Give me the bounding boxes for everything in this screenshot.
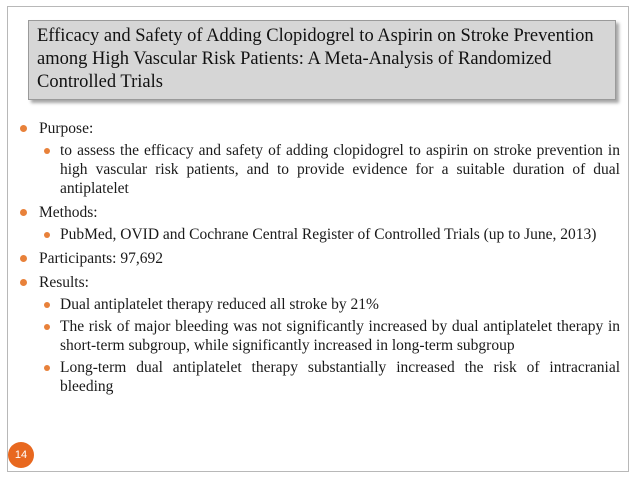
list-item bbox=[39, 295, 620, 314]
sub-bullet-icon bbox=[44, 148, 50, 154]
sub-bullet-list bbox=[39, 141, 620, 198]
sub-bullet-list bbox=[39, 295, 620, 396]
section-purpose bbox=[14, 119, 620, 198]
section-participants bbox=[14, 249, 620, 268]
section-heading: Participants: 97,692 bbox=[39, 250, 163, 267]
section-heading: Methods: bbox=[39, 204, 98, 221]
slide-title: Efficacy and Safety of Adding Clopidogrel to Aspirin on Stroke Prevention among High Vascular Risk Patients: A Meta-Analysis of Randomized Controlled Trials bbox=[37, 26, 594, 92]
sub-bullet-list bbox=[39, 225, 620, 244]
list-item-text: Long-term dual antiplatelet therapy substantially increased the risk of intracranial bleeding bbox=[60, 359, 620, 395]
list-item-text: PubMed, OVID and Cochrane Central Register of Controlled Trials (up to June, 2013) bbox=[60, 226, 597, 243]
bullet-list bbox=[14, 119, 620, 396]
slide-content bbox=[14, 119, 620, 401]
bullet-icon bbox=[20, 125, 27, 132]
section-heading: Purpose: bbox=[39, 120, 94, 137]
bullet-icon bbox=[20, 279, 27, 286]
section-results bbox=[14, 273, 620, 396]
sub-bullet-icon bbox=[44, 302, 50, 308]
list-item bbox=[39, 317, 620, 355]
page-number-badge: 14 bbox=[8, 442, 34, 468]
list-item-text: Dual antiplatelet therapy reduced all stroke by 21% bbox=[60, 296, 379, 313]
section-methods bbox=[14, 203, 620, 244]
list-item-text: to assess the efficacy and safety of adding clopidogrel to aspirin on stroke prevention in high vascular risk patients, and to provide evidence for a suitable duration of dual antiplatelet bbox=[60, 142, 620, 197]
list-item bbox=[39, 141, 620, 198]
bullet-icon bbox=[20, 209, 27, 216]
section-heading: Results: bbox=[39, 274, 89, 291]
sub-bullet-icon bbox=[44, 232, 50, 238]
list-item-text: The risk of major bleeding was not significantly increased by dual antiplatelet therapy in short-term subgroup, while significantly increased in long-term subgroup bbox=[60, 318, 620, 354]
sub-bullet-icon bbox=[44, 365, 50, 371]
title-box bbox=[28, 20, 616, 100]
sub-bullet-icon bbox=[44, 324, 50, 330]
bullet-icon bbox=[20, 255, 27, 262]
list-item bbox=[39, 225, 620, 244]
list-item bbox=[39, 358, 620, 396]
